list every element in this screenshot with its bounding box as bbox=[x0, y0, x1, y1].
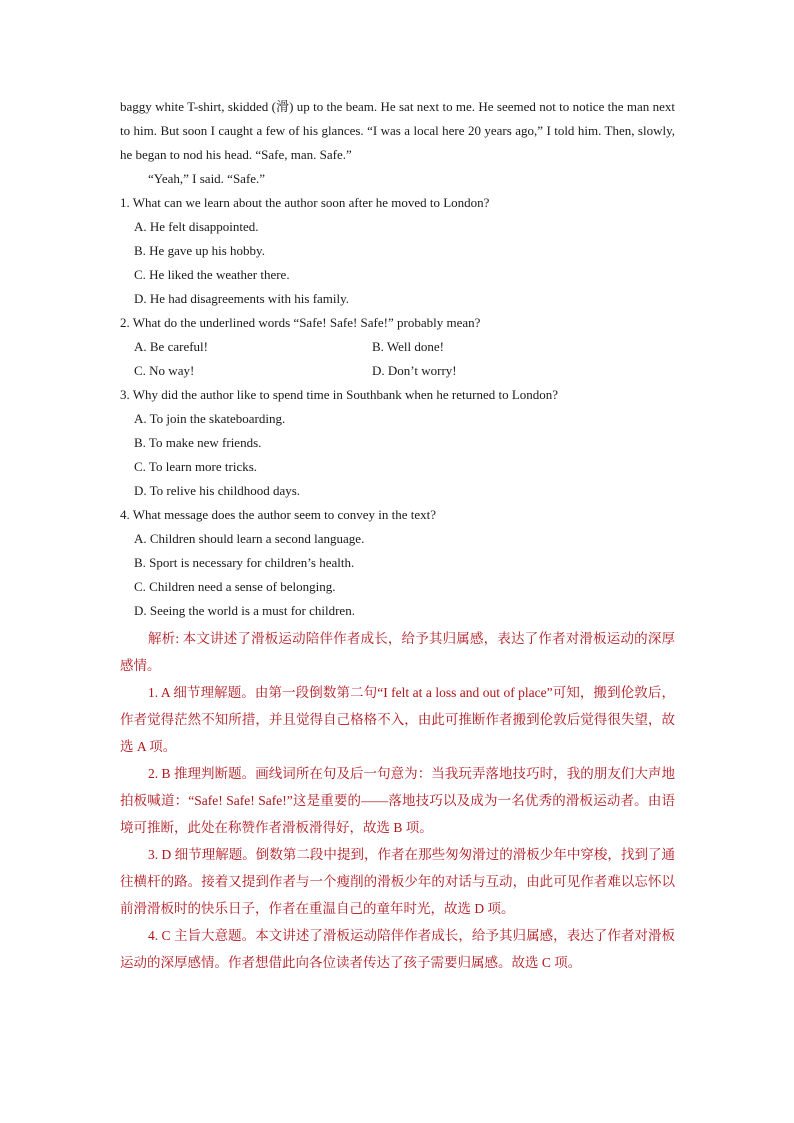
option-d: D. To relive his childhood days. bbox=[134, 483, 301, 498]
option-a: A. To join the skateboarding. bbox=[134, 411, 286, 426]
option-b: B. He gave up his hobby. bbox=[134, 243, 265, 258]
analysis-item-2: 2. B 推理判断题。画线词所在句及后一句意为：当我玩弄落地技巧时，我的朋友们大声地拍板喊道：“Safe! Safe! Safe!”这是重要的——落地技巧以及成为一名优秀的滑板运动者。由语境可推断，此处在称赞作者滑板滑得好，故选 B 项。 bbox=[120, 766, 675, 835]
question-3 bbox=[120, 383, 675, 503]
option-a: A. Children should learn a second language. bbox=[134, 531, 365, 546]
question-stem: 4. What message does the author seem to convey in the text? bbox=[120, 507, 436, 522]
option-d: D. Don’t worry! bbox=[372, 363, 457, 378]
analysis-item-1: 1. A 细节理解题。由第一段倒数第二句“I felt at a loss and out of place”可知，搬到伦敦后，作者觉得茫然不知所措，并且觉得自己格格不入，由此可推断作者搬到伦敦后觉得很失望，故选 A 项。 bbox=[120, 685, 675, 754]
analysis-item-4: 4. C 主旨大意题。本文讲述了滑板运动陪伴作者成长，给予其归属感，表达了作者对滑板运动的深厚感情。作者想借此向各位读者传达了孩子需要归属感。故选 C 项。 bbox=[120, 928, 675, 970]
option-row bbox=[120, 359, 675, 383]
question-1 bbox=[120, 191, 675, 311]
option-c: C. No way! bbox=[134, 363, 195, 378]
option-row bbox=[120, 335, 675, 359]
option-a: A. He felt disappointed. bbox=[134, 219, 259, 234]
option-a: A. Be careful! bbox=[134, 339, 208, 354]
analysis-item-3: 3. D 细节理解题。倒数第二段中提到，作者在那些匆匆滑过的滑板少年中穿梭，找到了通往横杆的路。接着又提到作者与一个瘦削的滑板少年的对话与互动，由此可见作者难以忘怀以前滑滑板时的快乐日子，作者在重温自己的童年时光，故选 D 项。 bbox=[120, 847, 675, 916]
answer-analysis bbox=[120, 625, 675, 976]
option-c: C. To learn more tricks. bbox=[134, 459, 258, 474]
page-content bbox=[120, 95, 675, 976]
option-d: D. He had disagreements with his family. bbox=[134, 291, 350, 306]
option-b: B. To make new friends. bbox=[134, 435, 262, 450]
question-stem: 2. What do the underlined words “Safe! Safe! Safe!” probably mean? bbox=[120, 315, 481, 330]
option-d: D. Seeing the world is a must for children. bbox=[134, 603, 355, 618]
analysis-summary: 解析: 本文讲述了滑板运动陪伴作者成长，给予其归属感，表达了作者对滑板运动的深厚感情。 bbox=[120, 631, 675, 673]
passage-dialogue: “Yeah,” I said. “Safe.” bbox=[148, 171, 266, 186]
option-c: C. He liked the weather there. bbox=[134, 267, 290, 282]
option-b: B. Sport is necessary for children’s health. bbox=[134, 555, 355, 570]
question-2 bbox=[120, 311, 675, 383]
question-4 bbox=[120, 503, 675, 623]
passage-paragraph: baggy white T-shirt, skidded (滑) up to the beam. He sat next to me. He seemed not to notice the man next to him. But soon I caught a few of his glances. “I was a local here 20 years ago,” I told him. Then, slowly, he began to nod his head. “Safe, man. Safe.” bbox=[120, 99, 675, 162]
question-stem: 1. What can we learn about the author soon after he moved to London? bbox=[120, 195, 490, 210]
question-stem: 3. Why did the author like to spend time in Southbank when he returned to London? bbox=[120, 387, 559, 402]
option-b: B. Well done! bbox=[372, 339, 445, 354]
option-c: C. Children need a sense of belonging. bbox=[134, 579, 336, 594]
